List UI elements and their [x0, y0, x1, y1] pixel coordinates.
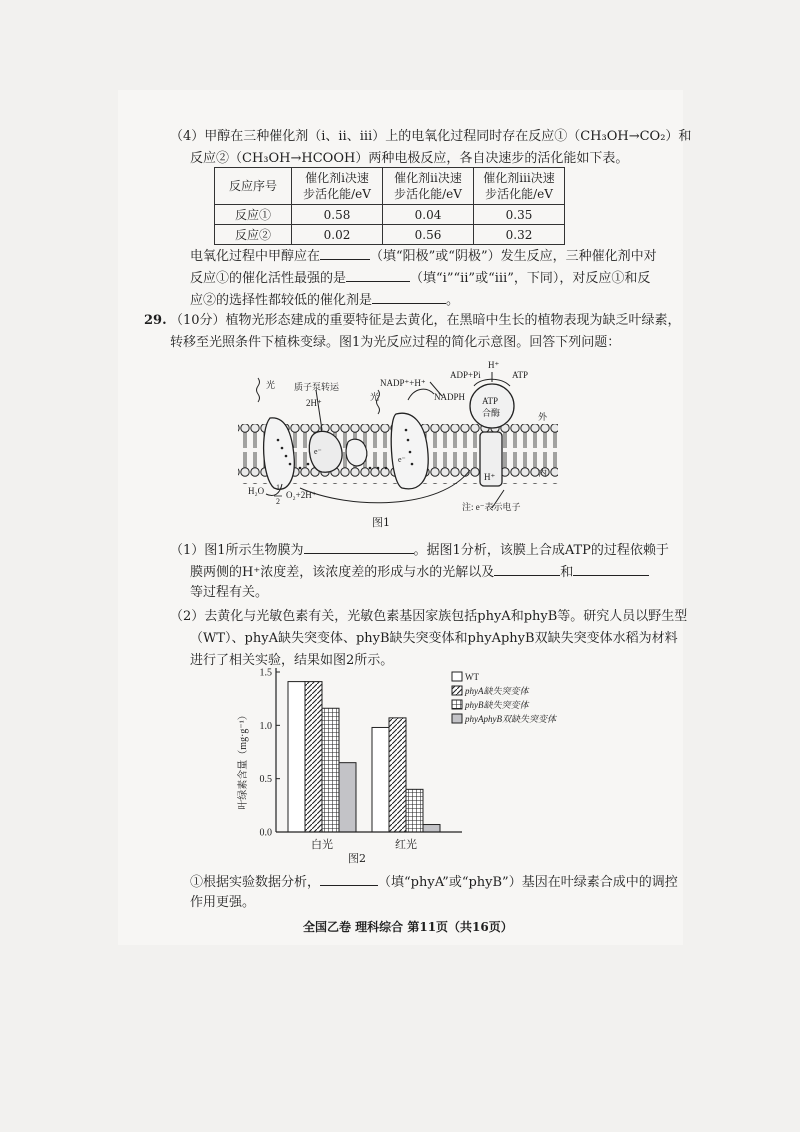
- label-electron-2: e⁻: [398, 455, 406, 464]
- table-row: 反应② 0.02 0.56 0.32: [215, 225, 565, 245]
- label-atp-synthase-2: 合酶: [482, 408, 501, 418]
- label-h-top: H⁺: [488, 360, 500, 370]
- figure-2-caption: 图2: [348, 852, 366, 865]
- q29-sub2-line3: 进行了相关实验，结果如图2所示。: [190, 653, 394, 668]
- label-atp-synthase-1: ATP: [482, 396, 499, 406]
- table-row: 反应① 0.58 0.04 0.35: [215, 205, 565, 225]
- q28-4-fill3: 应②的选择性都较低的催化剂是 。: [190, 290, 459, 310]
- label-2h: 2H⁺: [306, 398, 322, 408]
- label-inner: 内: [538, 468, 548, 478]
- q29-sub2-line1: （2）去黄化与光敏色素有关，光敏色素基因家族包括phyA和phyB等。研究人员以野生型: [170, 609, 688, 624]
- q28-4-line1: （4）甲醇在三种催化剂（ⅰ、ⅱ、ⅲ）上的电氧化过程同时存在反应①（CH₃OH→CO₂）和: [170, 129, 692, 144]
- legend-label: phyA缺失突变体: [465, 686, 529, 696]
- label-nadph: NADPH: [434, 392, 466, 402]
- answer-blank[interactable]: [320, 246, 370, 260]
- chart-legend: [452, 672, 557, 724]
- q29-sub1-line3: 等过程有关。: [190, 585, 269, 600]
- label-proton-pump: 质子泵转运: [294, 382, 340, 392]
- q29-number: 29.: [144, 313, 167, 328]
- figure-1-light-reaction: [230, 360, 590, 515]
- q29-line1: （10分）植物光形态建成的重要特征是去黄化，在黑暗中生长的植物表现为缺乏叶绿素，: [170, 313, 681, 328]
- q29-sub1-line2: 膜两侧的H⁺浓度差，该浓度差的形成与水的光解以及 和: [190, 562, 649, 582]
- label-half-den: 2: [276, 497, 280, 506]
- label-light-2: 光: [370, 392, 380, 402]
- label-outer: 外: [538, 412, 548, 422]
- legend-swatch: [452, 700, 462, 709]
- chart-ticks: [260, 668, 281, 839]
- legend-label: phyAphyB双缺失突变体: [465, 714, 556, 724]
- chart-y-label: 叶绿素含量（mg·g⁻¹）: [238, 710, 249, 810]
- answer-blank[interactable]: [320, 872, 378, 886]
- legend-swatch: [452, 686, 462, 695]
- q28-4-line2: 反应②（CH₃OH→HCOOH）两种电极反应，各自决速步的活化能如下表。: [190, 151, 629, 166]
- table-header: 催化剂ⅲ决速 步活化能/eV: [474, 168, 565, 205]
- chart-tick-label: 0.5: [259, 774, 272, 786]
- activation-energy-table: [214, 167, 565, 245]
- q28-4-fill1: 电氧化过程中甲醇应在 （填“阳极”或“阴极”）发生反应，三种催化剂中对: [190, 246, 657, 266]
- table-header: 催化剂ⅰ决速 步活化能/eV: [292, 168, 383, 205]
- figure-1-caption: 图1: [372, 516, 390, 529]
- label-half-num: 1: [276, 483, 280, 492]
- legend-swatch: [452, 672, 462, 681]
- q29-sub2-q1-line2: 作用更强。: [190, 895, 256, 910]
- chart-tick-label: 1.0: [259, 720, 272, 732]
- chart-tick-label: 1.5: [259, 667, 272, 679]
- label-o2: O₂+2H⁺: [286, 490, 317, 500]
- chart-category-label: 红光: [395, 839, 417, 850]
- plastocyanin: [346, 439, 367, 466]
- chart-category-label: 白光: [311, 839, 333, 850]
- page-footer: 全国乙卷 理科综合 第11页（共16页）: [303, 920, 513, 934]
- chart-bar: [406, 789, 423, 832]
- chart-categories: [311, 837, 417, 850]
- chart-bar: [423, 825, 440, 832]
- table-header: 反应序号: [215, 168, 292, 205]
- answer-blank[interactable]: [346, 268, 410, 282]
- chart-bar: [305, 682, 322, 832]
- label-nadp: NADP⁺+H⁺: [380, 378, 426, 388]
- label-adp-pi: ADP+Pi: [450, 370, 481, 380]
- label-light-1: 光: [266, 380, 276, 390]
- answer-blank[interactable]: [372, 290, 446, 304]
- q29-line2: 转移至光照条件下植株变绿。图1为光反应过程的简化示意图。回答下列问题：: [170, 335, 621, 350]
- figure-2-bar-chart: [232, 664, 582, 850]
- q28-4-fill2: 反应①的催化活性最强的是 （填“ⅰ”“ⅱ”或“ⅲ”，下同），对反应①和反: [190, 268, 650, 288]
- label-h2o: H₂O: [248, 486, 265, 496]
- label-h-bottom: H⁺: [484, 472, 496, 482]
- q29-sub1-line1: （1）图1所示生物膜为 。据图1分析，该膜上合成ATP的过程依赖于: [170, 540, 669, 560]
- label-note: 注: e⁻表示电子: [462, 502, 521, 512]
- chart-bar: [389, 718, 406, 832]
- table-header: 催化剂ⅱ决速 步活化能/eV: [383, 168, 474, 205]
- atp-synthase-head: [470, 384, 514, 428]
- answer-blank[interactable]: [304, 540, 414, 554]
- chart-bar: [288, 682, 305, 832]
- q29-sub2-line2: （WT）、phyA缺失突变体、phyB缺失突变体和phyAphyB双缺失突变体水稻为材料: [190, 631, 678, 646]
- label-electron-1: e⁻: [314, 447, 322, 456]
- legend-label: phyB缺失突变体: [465, 700, 529, 710]
- legend-label: WT: [465, 672, 479, 682]
- chart-bar: [322, 708, 339, 832]
- label-atp: ATP: [512, 370, 529, 380]
- chart-bar: [372, 727, 389, 832]
- chart-bars: [288, 682, 440, 832]
- chart-bar: [339, 763, 356, 832]
- chart-tick-label: 0.0: [259, 827, 272, 839]
- answer-blank[interactable]: [573, 562, 649, 576]
- answer-blank[interactable]: [494, 562, 560, 576]
- legend-swatch: [452, 714, 462, 723]
- q29-sub2-q1-line1: ①根据实验数据分析， （填“phyA”或“phyB”）基因在叶绿素合成中的调控: [190, 872, 678, 892]
